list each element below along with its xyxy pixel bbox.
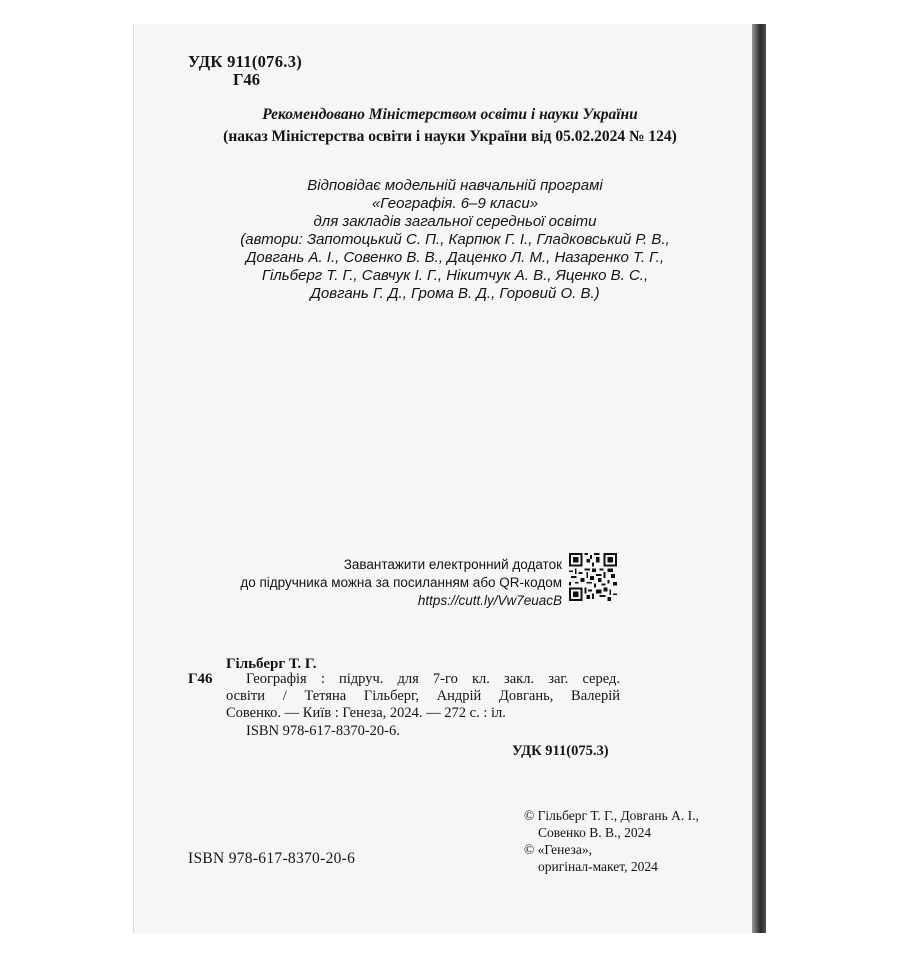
download-text-1: Завантажити електронний додаток <box>343 557 562 572</box>
book-page <box>133 24 765 933</box>
qr-code-icon[interactable] <box>569 553 617 601</box>
udk-top: УДК 911(076.3) <box>188 52 303 71</box>
copyright-line-3: © «Генеза», <box>524 842 592 857</box>
copyright-line-2: Совенко В. В., 2024 <box>538 825 652 840</box>
program-line: для закладів загальної середньої освіти <box>313 213 597 230</box>
isbn-bottom: ISBN 978-617-8370-20-6 <box>188 850 356 867</box>
bib-isbn: ISBN 978-617-8370-20-6. <box>246 723 400 739</box>
bib-catalog-code: Г46 <box>188 671 213 687</box>
copyright-line-4: оригінал-макет, 2024 <box>538 859 658 874</box>
bib-line-2: освіти / Тетяна Гільберг, Андрій Довгань, Валерій <box>226 688 620 704</box>
bib-udk: УДК 911(075.3) <box>512 743 609 759</box>
program-line: «Географія. 6–9 класи» <box>371 195 539 212</box>
bib-line-1: Географія : підруч. для 7-го кл. закл. заг. серед. <box>246 671 620 687</box>
program-line: Гільберг Т. Г., Савчук І. Г., Нікитчук А. В., Яценко В. С., <box>261 267 649 284</box>
recommendation-line-1: Рекомендовано Міністерством освіти і науки України <box>262 106 638 123</box>
page-edge <box>752 24 766 933</box>
program-line: Відповідає модельній навчальній програмі <box>307 177 603 194</box>
bib-author: Гільберг Т. Г. <box>226 656 317 672</box>
download-text-2: до підручника можна за посиланням або QR-кодом <box>240 575 562 590</box>
copyright-line-1: © Гільберг Т. Г., Довгань А. І., <box>524 808 699 823</box>
program-line: Довгань А. І., Совенко В. В., Даценко Л. М., Назаренко Т. Г., <box>245 249 665 266</box>
recommendation-line-2: (наказ Міністерства освіти і науки України від 05.02.2024 № 124) <box>223 128 677 145</box>
catalog-code-top: Г46 <box>233 70 260 89</box>
bib-line-3: Совенко. — Київ : Генеза, 2024. — 272 с. : іл. <box>226 705 506 721</box>
program-line: (автори: Запотоцький С. П., Карпюк Г. І., Гладковський Р. В., <box>240 231 670 248</box>
program-line: Довгань Г. Д., Грома В. Д., Горовий О. В.) <box>310 285 600 302</box>
download-link[interactable]: https://cutt.ly/Vw7euacB <box>417 593 562 608</box>
